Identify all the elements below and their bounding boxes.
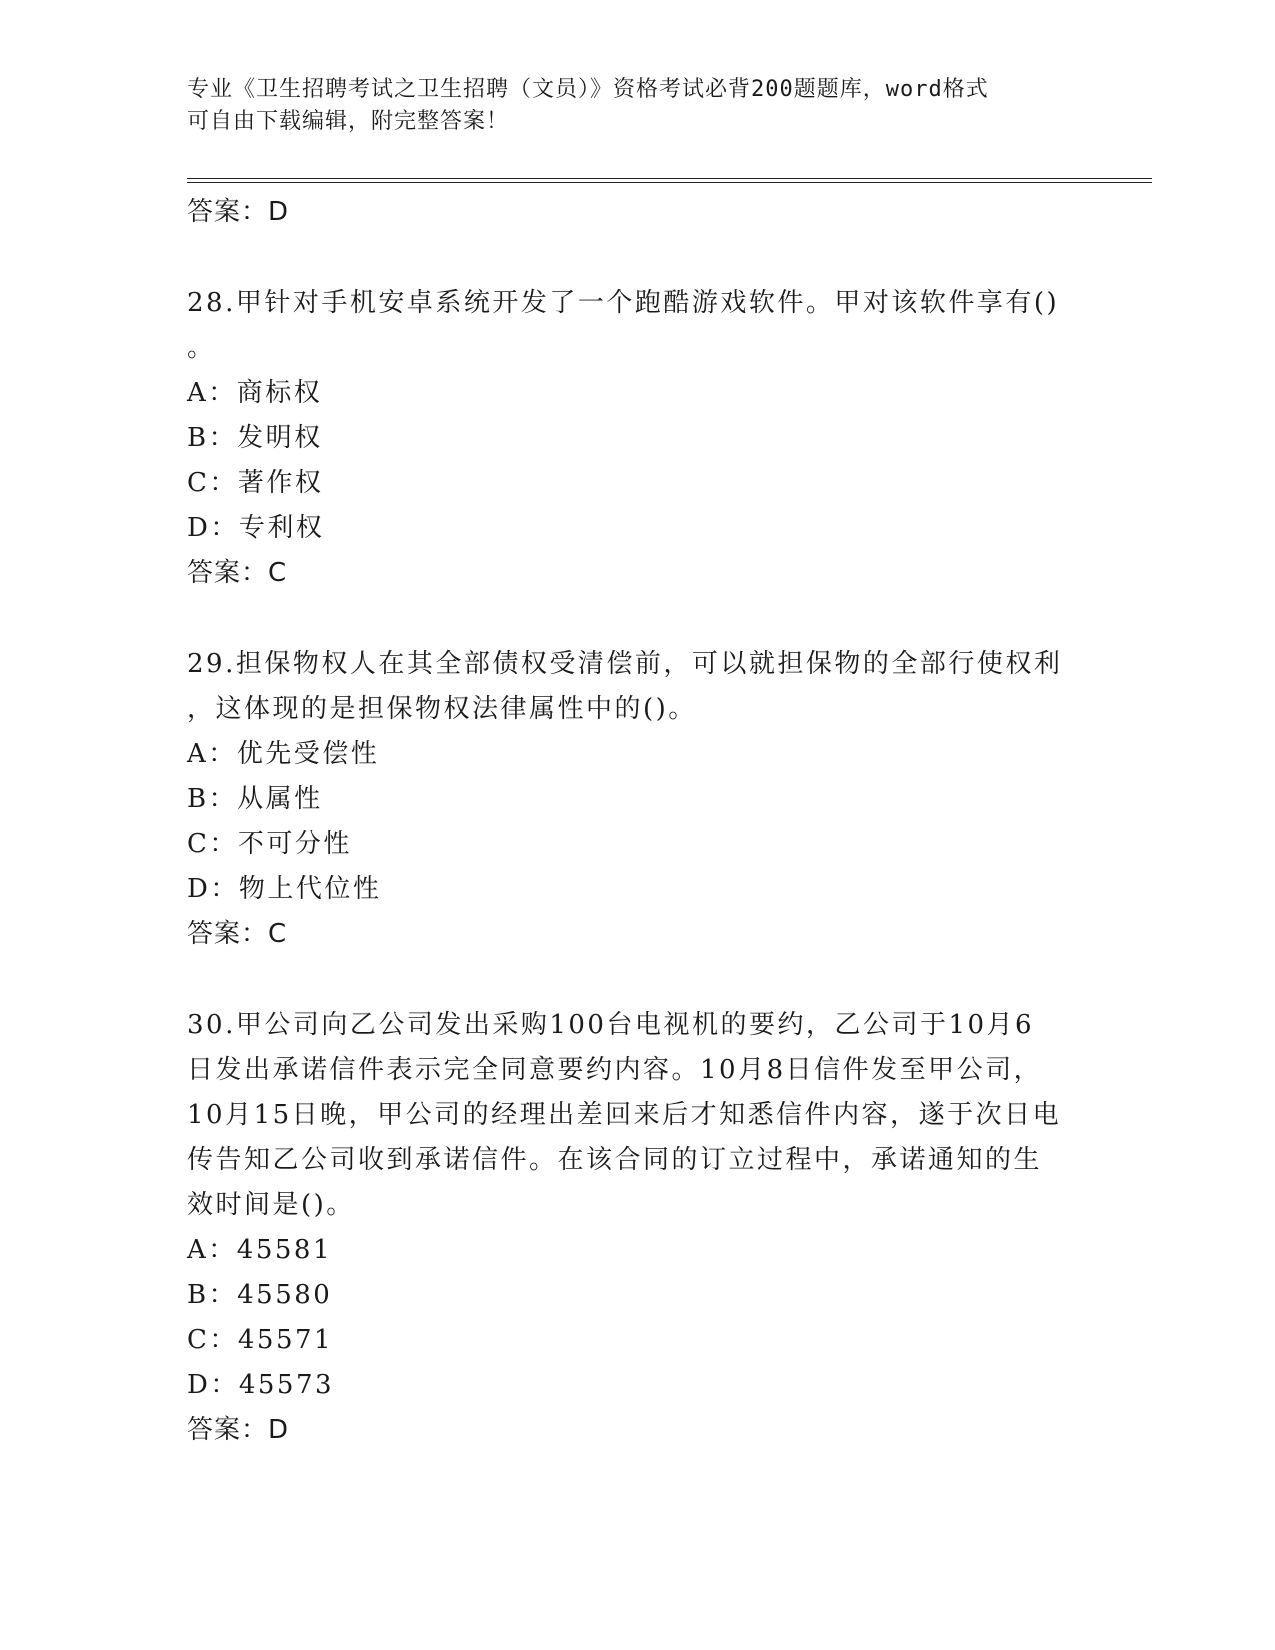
option-d: D：专利权 <box>187 513 325 543</box>
document-header <box>187 74 1067 138</box>
spacer <box>187 596 1087 642</box>
option-c: C：著作权 <box>187 468 324 498</box>
question-line: 效时间是()。 <box>187 1190 355 1220</box>
option-b: B：从属性 <box>187 784 323 814</box>
question-block <box>187 1003 1087 1453</box>
answer-line: 答案：D <box>187 1415 290 1445</box>
spacer <box>187 235 1087 281</box>
answer-line: 答案：C <box>187 558 288 588</box>
header-line-1: 专业《卫生招聘考试之卫生招聘（文员）》资格考试必背200题题库，word格式 <box>187 77 989 102</box>
document-body <box>187 190 1087 1453</box>
option-a: A：45581 <box>187 1235 332 1265</box>
answer-line: 答案：C <box>187 919 288 949</box>
header-line-2: 可自由下载编辑，附完整答案！ <box>187 109 510 134</box>
question-line: 日发出承诺信件表示完全同意要约内容。10月8日信件发至甲公司， <box>187 1055 1043 1085</box>
question-line: 30.甲公司向乙公司发出采购100台电视机的要约，乙公司于10月6 <box>187 1010 1035 1040</box>
question-block <box>187 281 1087 596</box>
option-a: A：商标权 <box>187 378 323 408</box>
question-line: 28.甲针对手机安卓系统开发了一个跑酷游戏软件。甲对该软件享有() <box>187 288 1060 318</box>
question-text <box>187 642 1087 732</box>
question-line: 传告知乙公司收到承诺信件。在该合同的订立过程中，承诺通知的生 <box>187 1145 1043 1175</box>
header-divider <box>187 178 1152 183</box>
option-a: A：优先受偿性 <box>187 739 380 769</box>
question-line: 29.担保物权人在其全部债权受清偿前，可以就担保物的全部行使权利 <box>187 649 1063 679</box>
option-d: D：物上代位性 <box>187 874 382 904</box>
question-line: 。 <box>187 333 216 363</box>
option-b: B：45580 <box>187 1280 333 1310</box>
question-block <box>187 642 1087 957</box>
spacer <box>187 957 1087 1003</box>
question-line: ，这体现的是担保物权法律属性中的()。 <box>187 694 697 724</box>
previous-answer: 答案：D <box>187 197 290 227</box>
option-c: C：45571 <box>187 1325 334 1355</box>
option-b: B：发明权 <box>187 423 323 453</box>
question-text <box>187 1003 1087 1228</box>
question-line: 10月15日晚，甲公司的经理出差回来后才知悉信件内容，遂于次日电 <box>187 1100 1062 1130</box>
option-c: C：不可分性 <box>187 829 352 859</box>
option-d: D：45573 <box>187 1370 335 1400</box>
question-text <box>187 281 1087 371</box>
